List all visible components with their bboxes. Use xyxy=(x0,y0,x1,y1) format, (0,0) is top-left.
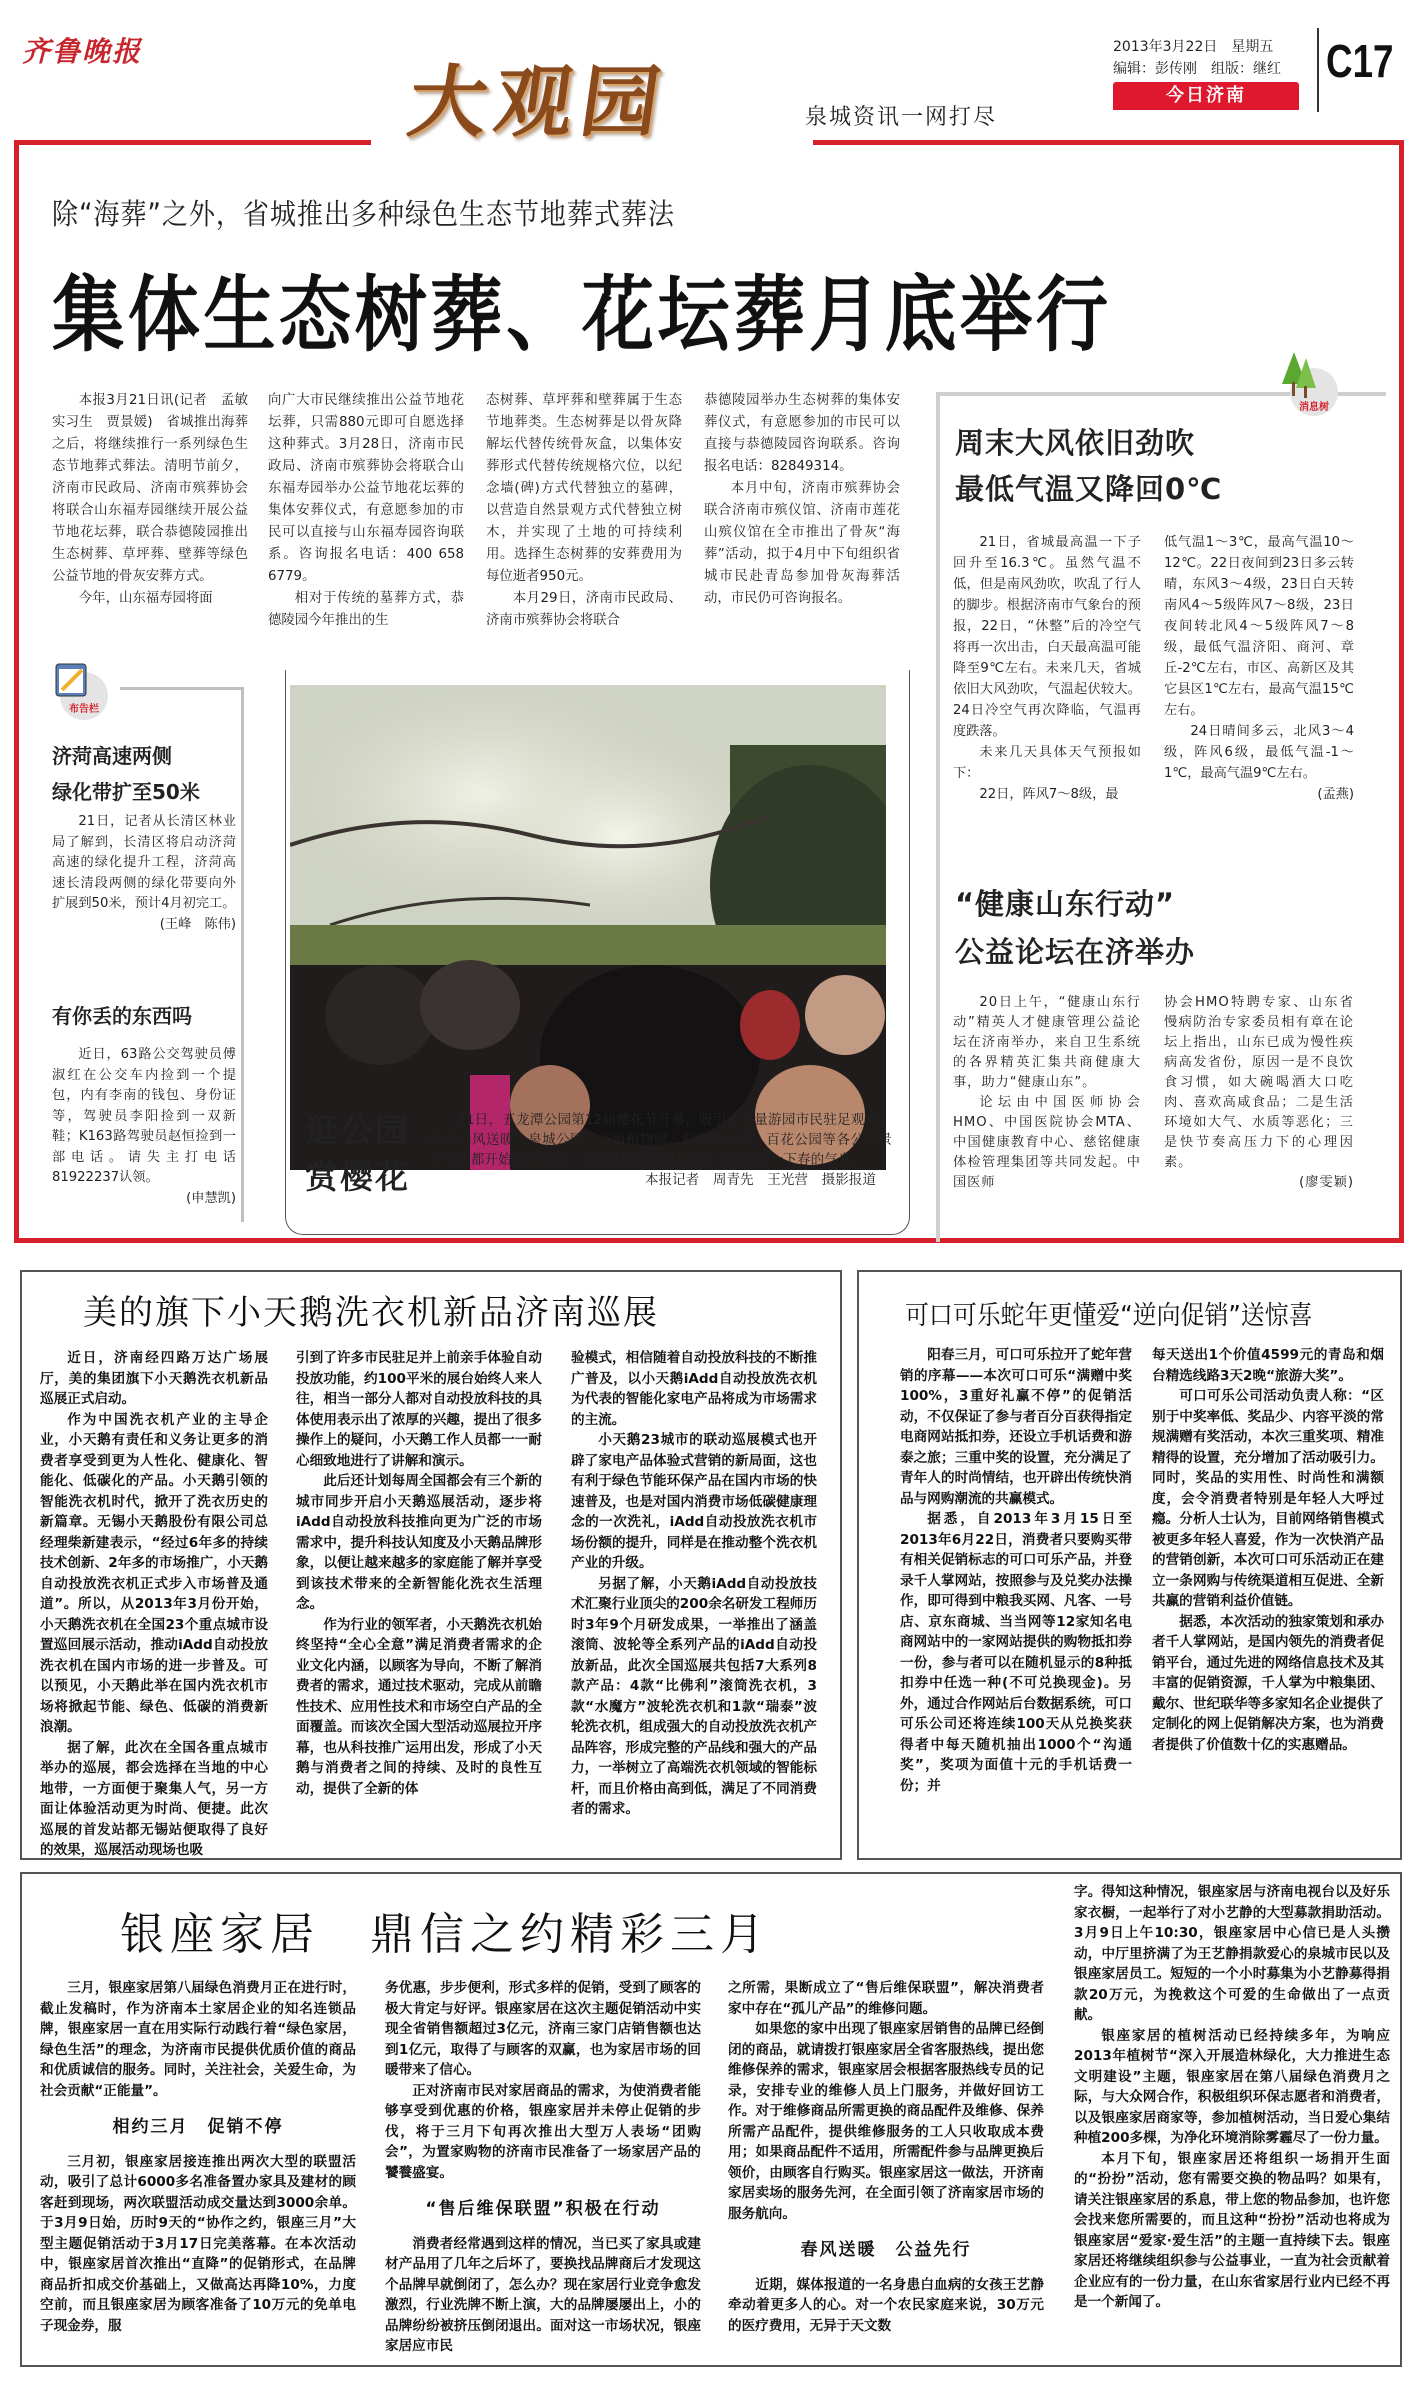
lead-subheadline: 除“海葬”之外，省城推出多种绿色生态节地葬式葬法 xyxy=(52,197,675,231)
paragraph: 三月，银座家居第八届绿色消费月正在进行时，截止发稿时，作为济南本土家居企业的知名连锁品牌，银座家居一直在用实际行动践行着“绿色家居，绿色生活”的理念，为济南市民提供优质价值的商品和优质诚信的服务。同时，关注社会，关爱生命，为社会贡献“正能量”。 xyxy=(40,1980,356,2099)
headline-line: 公益论坛在济举办 xyxy=(955,935,1196,969)
weather-column-2 xyxy=(1164,532,1354,805)
paragraph: 银座家居的植树活动已经持续多年，为响应2013年植树节“深入开展造林绿化，大力推进生态文明建设”主题，银座家居在第八届绿色消费月之际，与大众网合作，积极组织环保志愿者和消费者，以及银座家居商家等，参加植树活动，当日爱心集结种植200多棵，为净化环境消除雾霾尽了一份力量。 xyxy=(1074,2027,1390,2146)
title-line: 赏樱花 xyxy=(305,1157,410,1196)
paragraph: 未来几天具体天气预报如下： xyxy=(953,745,1141,781)
byline: (王峰 陈伟) xyxy=(159,916,236,932)
paragraph: 三月初，银座家居接连推出两次大型的联盟活动，吸引了总计6000多名准备置办家具及建材的顾客赶到现场，两次联盟活动成交量达到3000余单。于3月9日始，历时9天的“协作之约，银座三月”大型主题促销活动于3月17日完美落幕。在本次活动中，银座家居首次推出“直降”的促销形式，在品牌商品折扣成交价基础上，又做高达再降10%，力度空前，而且银座家居为顾客准备了10万元的免单电子现金券，服 xyxy=(40,2153,356,2334)
paragraph: 另据了解，小天鹅iAdd自动投放技术汇聚行业顶尖的200余名研发工程师历时3年9个月研发成果，一举推出了涵盖滚筒、波轮等全系列产品的iAdd自动投放新品，此次全国巡展共包括7大系列8款产品：4款“比佛利”滚筒洗衣机，3款“水魔方”波轮洗衣机和1款“瑞泰”波轮洗衣机，组成强大的自动投放洗衣机产品阵容，形成完整的产品线和强大的产品力，一举树立了高端洗衣机领域的智能标杆，而且价格由高到低，满足了不同消费者的需求。 xyxy=(571,1575,817,1817)
paragraph: 每天送出1个价值4599元的青岛和烟台精选线路3天2晚“旅游大奖”。 xyxy=(1152,1347,1384,1384)
byline: (申慧凯) xyxy=(186,1190,236,1206)
notice-item-1-headline xyxy=(52,738,200,810)
paragraph: 验模式，相信随着自动投放科技的不断推广普及，以小天鹅iAdd自动投放洗衣机为代表的智能化家电产品将成为市场需求的主流。 xyxy=(571,1350,817,1428)
paragraph: 字。得知这种情况，银座家居与济南电视台以及好乐家衣橱，一起举行了对小艺静的大型募款捐助活动。3月9日上午10:30，银座家居中心信已是人头攒动，中厅里挤满了为王艺静捐款爱心的泉城市民以及银座家居员工。短短的一个小时募集为小艺静募得捐款20万元，为挽救这个可爱的生命做出了一点贡献。 xyxy=(1074,1884,1390,2023)
paragraph: 相对于传统的墓葬方式，恭德陵园今年推出的生 xyxy=(268,591,464,628)
paragraph: 向广大市民继续推出公益节地花坛葬，只需880元即可自愿选择这种葬式。3月28日，济南市民政局、济南市殡葬协会将联合山东福寿园举办公益节地花坛葬的集体安葬仪式，有意愿参加的市民可以直接与山东福寿园咨询联系。咨询报名电话：400 658 6779。 xyxy=(268,393,464,584)
photo-title xyxy=(305,1108,410,1200)
lead-column-1 xyxy=(52,390,262,610)
title-line: 逛公园 xyxy=(305,1111,410,1150)
headline-line: “健康山东行动” xyxy=(955,887,1176,921)
advertorial-2-column-2 xyxy=(1152,1345,1384,1755)
editor-credits: 编辑：彭传刚 组版：继红 xyxy=(1113,61,1281,77)
health-sidebar-rule xyxy=(936,832,940,1242)
paragraph: 今年，山东福寿园将面 xyxy=(78,591,213,606)
paragraph: 20日上午，“健康山东行动”精英人才健康管理公益论坛在济南举办，来自卫生系统的各界精英汇集共商健康大事，助力“健康山东”。 xyxy=(953,995,1141,1090)
paragraph: 论坛由中国医师协会HMO、中国医院协会MTA、中国健康教育中心、慈铭健康体检管理集团等共同发起。中国医师 xyxy=(953,1095,1141,1190)
paragraph: 本月中旬，济南市殡葬协会联合济南市殡仪馆、济南市莲花山殡仪馆在全市推出了骨灰“海葬”活动，拟于4月中下旬组织省城市民赴青岛参加骨灰海葬活动，市民仍可咨询报名。 xyxy=(704,481,900,606)
advertorial-3-column-4 xyxy=(1074,1882,1390,2313)
paragraph: 恭德陵园举办生态树葬的集体安葬仪式，有意愿参加的市民可以直接与恭德陵园咨询联系。咨询报名电话：82849314。 xyxy=(704,393,900,474)
frame-top-left-rule xyxy=(14,140,371,145)
paragraph: 近日，63路公交驾驶员傅淑红在公交车内捡到一个提包，内有李南的钱包、身份证等，驾驶员李阳捡到一双新鞋；K163路驾驶员赵恒捡到一部电话。请失主打电话81922237认领。 xyxy=(52,1047,236,1185)
headline-line: 周末大风依旧劲吹 xyxy=(955,426,1196,460)
section-badge: 今日济南 xyxy=(1113,82,1299,110)
advertorial-1-headline: 美的旗下小天鹅洗衣机新品济南巡展 xyxy=(83,1293,659,1333)
notice-vertical-rule xyxy=(241,687,244,1222)
paragraph: 阳春三月，可口可乐拉开了蛇年营销的序幕——本次可口可乐“满赠中奖100%，3重好礼赢不停”的促销活动，不仅保证了参与者百分百获得指定电商网站抵扣券，还设立手机话费和游泰之旅；三重中奖的设置，充分满足了青年人的时尚情结，也开辟出传统快消品与网购潮流的共赢模式。 xyxy=(900,1347,1132,1507)
advertorial-3-column-3 xyxy=(728,1978,1044,2336)
byline: (孟燕) xyxy=(1317,787,1354,802)
photo-credit: 本报记者 周青先 王光营 摄影报道 xyxy=(644,1172,876,1188)
cherry-blossom-photo xyxy=(290,685,886,1170)
paragraph: 本月下旬，银座家居还将组织一场捐开生面的“扮扮”活动，您有需要交换的物品吗？如果有，请关注银座家居的系息，带上您的物品参加，也许您会找来您所需要的，而且这种“扮扮”活动也将成为银座家居“爱家·爱生活”的主题一直持续下去。银座家居还将继续组织参与公益事业，一直为社会贡献着企业应有的一份力量，在山东省家居行业内已经不再是一个新闻了。 xyxy=(1074,2150,1390,2310)
paragraph: 近期，媒体报道的一名身患白血病的女孩王艺静牵动着更多人的心。对一个农民家庭来说，30万元的医疗费用，无异于天文数 xyxy=(728,2276,1044,2334)
paragraph: 之所需，果断成立了“售后维保联盟”，解决消费者家中存在“孤儿产品”的维修问题。 xyxy=(728,1980,1044,2017)
paragraph: 作为行业的领军者，小天鹅洗衣机始终坚持“全心全意”满足消费者需求的企业文化内涵，以顾客为导向，不断了解消费者的需求，通过技术驱动，完成从前瞻性技术、应用性技术和市场空白产品的全面覆盖。而该次全国大型活动巡展拉开序幕，也从科技推广运用出发，形成了小天鹅与消费者之间的持续、及时的良性互动，提供了全新的体 xyxy=(296,1616,542,1797)
weather-column-1 xyxy=(953,532,1141,805)
advertorial-2-column-1 xyxy=(900,1345,1132,1796)
notice-item-2-body xyxy=(52,1045,236,1209)
paragraph: 协会HMO特聘专家、山东省慢病防治专家委员相有章在论坛上指出，山东已成为慢性疾病高发省份，原因一是不良饮食习惯，如大碗喝酒大口吃肉、喜欢高咸食品；二是生活环境如大气、水质等恶化；三是快节奏高压力下的心理因素。 xyxy=(1164,995,1354,1170)
lead-column-2 xyxy=(268,390,464,632)
advertorial-1-column-3 xyxy=(571,1348,817,1820)
headline-line: 绿化带扩至50米 xyxy=(52,780,200,804)
notepad-icon xyxy=(52,660,112,722)
paragraph: 引到了许多市民驻足并上前亲手体验自动投放功能，约100平米的展台始终人来人往，相当一部分人都对自动投放科技的具体使用表示出了浓厚的兴趣，提出了很多操作上的疑问，小天鹅工作人员都一一耐心细致地进行了讲解和演示。 xyxy=(296,1350,542,1469)
advertorial-3-headline: 银座家居 鼎信之约精彩三月 xyxy=(120,1909,770,1960)
badge-label: 布告栏 xyxy=(69,704,99,715)
paragraph: 正对济南市民对家居商品的需求，为使消费者能够享受到优惠的价格，银座家居并未停止促销的步伐，将于三月下旬再次推出大型万人表场“团购会”，为置家购物的济南市民准备了一场家居产品的饕餮盛宴。 xyxy=(385,2082,701,2181)
byline: (廖雯颖) xyxy=(1299,1175,1354,1190)
paragraph: 态树葬、草坪葬和壁葬属于生态节地葬类。生态树葬是以骨灰降解坛代替传统骨灰盒，以集体安葬形式代替传统规格穴位，以纪念墙(碑)方式代替独立的墓碑，以营造自然景观方式代替独立树木，并实现了土地的可持续利用。选择生态树葬的安葬费用为每位逝者950元。 xyxy=(486,393,682,584)
paragraph: 21日，五龙潭公园第12届樱花节开幕，吸引了大量游园市民驻足观赏。随着春风送暖，泉城公园、济南植物园、趵突泉公园、百花公园等各公园景区里也都开始百花竞放，市民可以趁着周末和家人去感受一下春的气息。 xyxy=(430,1112,892,1168)
paragraph: 本报3月21日讯(记者 孟敏 实习生 贾景媛) 省城推出海葬之后，将继续推行一系列绿色生态节地葬式葬法。清明节前夕，济南市民政局、济南市殡葬协会将联合山东福寿园继续开展公益节地花坛葬，联合恭德陵园推出生态树葬、草坪葬、壁葬等绿色公益节地的骨灰安葬方式。 xyxy=(52,393,262,584)
paragraph: 21日，省城最高温一下子回升至16.3℃。虽然气温不低，但是南风劲吹，吹乱了行人的脚步。根据济南市气象台的预报，22日，“休整”后的冷空气将再一次出击，白天最高温可能降至9℃左右。未来几天，省城依旧大风劲吹，气温起伏较大。24日冷空气再次降临，气温再度跌落。 xyxy=(953,535,1141,739)
headline-line: 济菏高速两侧 xyxy=(52,744,172,768)
paragraph: 近日，济南经四路万达广场展厅，美的集团旗下小天鹅洗衣机新品巡展正式启动。 xyxy=(40,1350,268,1407)
paragraph: 消费者经常遇到这样的情况，当已买了家具或建材产品用了几年之后坏了，要换找品牌商后才发现这个品牌早就倒闭了，怎么办？现在家居行业竞争愈发激烈，行业洗牌不断上演，大的品牌屡屡出上，小的品牌纷纷被挤压倒闭退出。面对这一市场状况，银座家居应市民 xyxy=(385,2235,701,2354)
newspaper-logo: 齐鲁晚报 xyxy=(22,35,143,68)
paragraph: 据悉，自2013年3月15日至2013年6月22日，消费者只要购买带有相关促销标志的可口可乐产品，并登录千人掌网站，按照参与及兑奖办法操作，即可得到中粮我买网、凡客、一号店、京东商城、当当网等12家知名电商网站中的一家网站提供的购物抵扣券一份，参与者可以在随机显示的8种抵扣券中任选一种(不可兑换现金)。另外，通过合作网站后台数据系统，可口可乐公司还将连续100天从兑换奖获得者中每天随机抽出1000个“沟通奖”，奖项为面值十元的手机话费一份；并 xyxy=(900,1511,1132,1794)
photo-caption xyxy=(430,1110,892,1190)
section-subtitle: 春风送暖 公益先行 xyxy=(800,2240,972,2260)
section-subtitle: “售后维保联盟”积极在行动 xyxy=(425,2199,661,2219)
health-headline xyxy=(955,880,1195,976)
header-divider xyxy=(1317,28,1319,112)
paragraph: 作为中国洗衣机产业的主导企业，小天鹅有责任和义务让更多的消费者享受到更为人性化、健康化、智能化、低碳化的产品。小天鹅引领的智能洗衣机时代，掀开了洗衣历史的新篇章。无锡小天鹅股份有限公司总经理柴新建表示，“经过6年多的持续技术创新、2年多的市场推广，小天鹅自动投放洗衣机正式步入市场普及通道”。所以，从2013年3月份开始，小天鹅洗衣机在全国23个重点城市设置巡回展示活动，推动iAdd自动投放洗衣机在国内市场的进一步普及。可以预见，小天鹅此举在国内洗衣机市场将掀起节能、绿色、低碳的消费新浪潮。 xyxy=(40,1411,268,1735)
issue-date: 2013年3月22日 星期五 xyxy=(1113,39,1274,55)
paragraph: 22日，阵风7～8级，最 xyxy=(979,787,1119,802)
paragraph: 小天鹅23城市的联动巡展模式也开辟了家电产品体验式营销的新局面，这也有利于绿色节能环保产品在国内市场的快速普及，也是对国内消费市场低碳健康理念的一次洗礼，iAdd自动投放洗衣机市场份额的提升，同样是在推动整个洗衣机产业的升级。 xyxy=(571,1432,817,1571)
advertorial-3-column-2 xyxy=(385,1978,701,2357)
news-tree-icon xyxy=(1276,348,1340,420)
advertorial-2-headline: 可口可乐蛇年更懂爱“逆向促销”送惊喜 xyxy=(905,1301,1313,1331)
paragraph: 如果您的家中出现了银座家居销售的品牌已经倒闭的商品，就请拨打银座家居全省客服热线，提出您维修保养的需求，银座家居会根据客服热线专员的记录，安排专业的维修人员上门服务，并做好回访工作。对于维修商品所需更换的商品配件及维修、保养所需产品配件，提供维修服务的工人只收取成本费用；如果商品配件不适用，所需配件参与品牌更换后领价，由顾客自行购买。银座家居这一做法，开济南家居卖场的服务先河，在全面引领了济南家居市场的服务航向。 xyxy=(728,2021,1044,2222)
lead-column-4 xyxy=(704,390,900,610)
weather-headline xyxy=(955,420,1222,512)
lead-headline: 集体生态树葬、花坛葬月底举行 xyxy=(52,268,1112,363)
paragraph: 此后还计划每周全国都会有三个新的城市同步开启小天鹅巡展活动，逐步将iAdd自动投放科技推向更为广泛的市场需求中，提升科技认知度及小天鹅品牌形象，以便让越来越多的家庭能了解并享受到该技术带来的全新智能化洗衣生活理念。 xyxy=(296,1473,542,1612)
section-logo: 大观园 xyxy=(402,57,674,148)
paragraph: 本月29日，济南市民政局、济南市殡葬协会将联合 xyxy=(486,591,682,628)
page-number: C17 xyxy=(1326,35,1394,87)
section-tagline: 泉城资讯一网打尽 xyxy=(805,105,998,130)
badge-label: 消息树 xyxy=(1299,402,1329,413)
paragraph: 24日晴间多云，北风3～4级，阵风6级，最低气温-1～1℃，最高气温9℃左右。 xyxy=(1164,724,1354,781)
paragraph: 务优惠，步步便利，形式多样的促销，受到了顾客的极大肯定与好评。银座家居在这次主题促销活动中实现全省销售额超过3亿元，济南三家门店销售额也达到1亿元，取得了与顾客的双赢，也为家居市场的回暖带来了信心。 xyxy=(385,1980,701,2078)
headline-line: 最低气温又降回0℃ xyxy=(955,472,1223,506)
notice-rule xyxy=(120,687,244,690)
frame-top-right-rule xyxy=(813,140,1404,145)
paragraph: 21日，记者从长清区林业局了解到，长清区将启动济菏高速的绿化提升工程，济菏高速长清段两侧的绿化带要向外扩展到50米，预计4月初完工。 xyxy=(52,814,236,911)
paragraph: 据悉，本次活动的独家策划和承办者千人掌网站，是国内领先的消费者促销平台，通过先进的网络信息技术及其丰富的促销资源，千人掌为中粮集团、戴尔、世纪联华等多家知名企业提供了定制化的网上促销解决方案，也为消费者提供了价值数十亿的实惠赠品。 xyxy=(1152,1613,1384,1753)
advertorial-1-column-1 xyxy=(40,1348,268,1861)
paragraph: 据了解，此次在全国各重点城市举办的巡展，都会选择在当地的中心地带，一方面便于聚集人气，另一方面让体验活动更为时尚、便捷。此次巡展的首发站都无锡站便取得了良好的效果，巡展活动现场也吸 xyxy=(40,1739,268,1858)
paragraph: 低气温1～3℃，最高气温10～12℃。22日夜间到23日多云转晴，东风3～4级，23日白天转南风4～5级阵风7～8级，23日夜间转北风4～5级阵风7～8级，最低气温济阳、商河、章丘-2℃左右，市区、高新区及其它县区1℃左右，最高气温15℃左右。 xyxy=(1164,535,1354,718)
health-column-2 xyxy=(1164,993,1354,1193)
health-column-1 xyxy=(953,993,1141,1193)
notice-item-2-headline: 有你丢的东西吗 xyxy=(52,1004,192,1028)
notice-item-1-body xyxy=(52,812,236,935)
lead-column-3 xyxy=(486,390,682,632)
paragraph: 可口可乐公司活动负责人称：“区别于中奖率低、奖品少、内容平淡的常规满赠有奖活动，本次三重奖项、精准精得的设置，充分增加了活动吸引力。同时，奖品的实用性、时尚性和满额度，会令消费者特别是年轻人大呼过瘾。分析人士认为，目前网络销售模式被更多年轻人喜爱，作为一次快消产品的营销创新，本次可口可乐活动正在建立一条网购与传统渠道相互促进、全新共赢的营销利益价值链。 xyxy=(1152,1388,1384,1609)
advertorial-3-column-1 xyxy=(40,1978,356,2336)
advertorial-1-column-2 xyxy=(296,1348,542,1799)
section-subtitle: 相约三月 促销不停 xyxy=(112,2117,284,2137)
